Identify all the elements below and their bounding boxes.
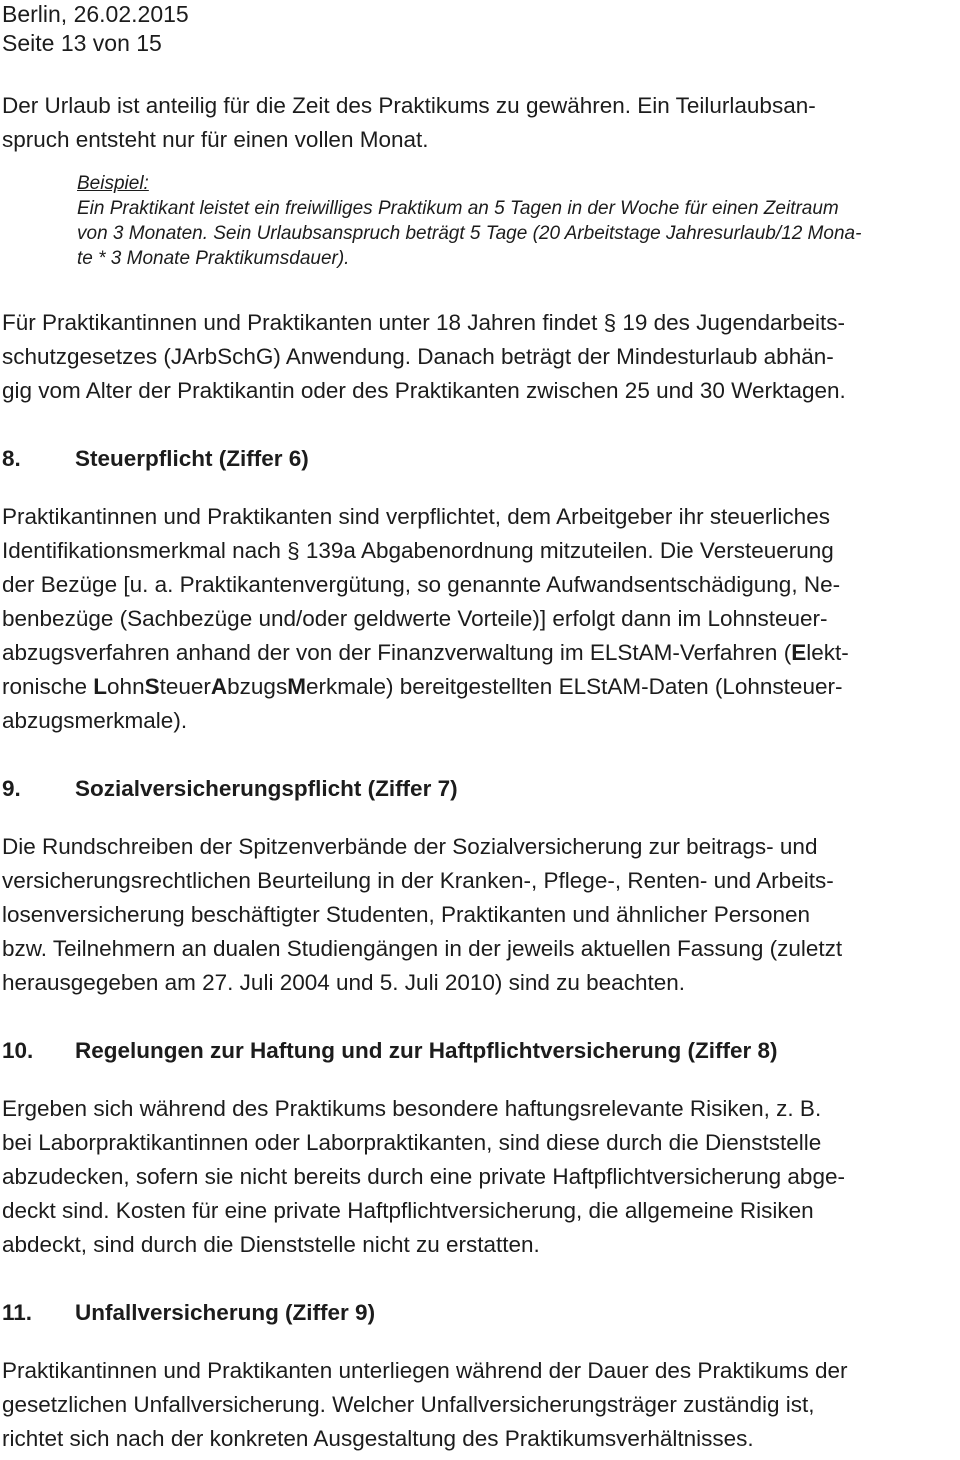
text-line: abzudecken, sofern sie nicht bereits durch eine private Haftpflichtversicherung abge- [2, 1164, 845, 1189]
text-line: Die Rundschreiben der Spitzenverbände der Sozialversicherung zur beitrags- und [2, 834, 818, 859]
text-line: Praktikantinnen und Praktikanten sind verpflichtet, dem Arbeitgeber ihr steuerliches [2, 504, 830, 529]
text-line: schutzgesetzes (JArbSchG) Anwendung. Danach beträgt der Mindesturlaub abhän- [2, 344, 834, 369]
section-11-paragraph [2, 1354, 956, 1456]
text-line-elstam: ronische LohnSteuerAbzugsMerkmale) bereitgestellten ELStAM-Daten (Lohnsteuer- [2, 674, 843, 699]
text-line: von 3 Monaten. Sein Urlaubsanspruch beträgt 5 Tage (20 Arbeitstage Jahresurlaub/12 Mona- [77, 223, 862, 244]
text-line: Ergeben sich während des Praktikums besondere haftungsrelevante Risiken, z. B. [2, 1096, 822, 1121]
section-heading-10 [2, 1034, 956, 1068]
youth-paragraph [2, 306, 956, 408]
text-line: versicherungsrechtlichen Beurteilung in der Kranken-, Pflege-, Renten- und Arbeits- [2, 868, 834, 893]
text-line: deckt sind. Kosten für eine private Haftpflichtversicherung, die allgemeine Risiken [2, 1198, 814, 1223]
text-line: losenversicherung beschäftigter Studenten, Praktikanten und ähnlicher Personen [2, 902, 811, 927]
text-line: bzw. Teilnehmern an dualen Studiengängen in der jeweils aktuellen Fassung (zuletzt [2, 936, 843, 961]
section-9-paragraph [2, 830, 956, 1000]
text-line: gesetzlichen Unfallversicherung. Welcher Unfallversicherungsträger zuständig ist, [2, 1392, 815, 1417]
section-heading-11 [2, 1296, 956, 1330]
section-10-paragraph [2, 1092, 956, 1262]
text-line: Ein Praktikant leistet ein freiwilliges Praktikum an 5 Tagen in der Woche für einen Zeitraum [77, 198, 839, 219]
section-number: 8. [2, 446, 21, 471]
header-place-date: Berlin, 26.02.2015 [2, 1, 189, 27]
example-block [2, 171, 956, 271]
text-line: herausgegeben am 27. Juli 2004 und 5. Juli 2010) sind zu beachten. [2, 970, 685, 995]
section-8-paragraph [2, 500, 956, 738]
section-title: Unfallversicherung (Ziffer 9) [75, 1300, 376, 1325]
text-line: Praktikantinnen und Praktikanten unterliegen während der Dauer des Praktikums der [2, 1358, 848, 1383]
header-page-info: Seite 13 von 15 [2, 30, 162, 56]
text-line: gig vom Alter der Praktikantin oder des Praktikanten zwischen 25 und 30 Werktagen. [2, 378, 846, 403]
text-line: te * 3 Monate Praktikumsdauer). [77, 248, 350, 269]
section-number: 9. [2, 776, 21, 801]
text-line: Identifikationsmerkmal nach § 139a Abgabenordnung mitzuteilen. Die Versteuerung [2, 538, 834, 563]
text-line: richtet sich nach der konkreten Ausgestaltung des Praktikumsverhältnisses. [2, 1426, 754, 1451]
text-line: spruch entsteht nur für einen vollen Monat. [2, 127, 429, 152]
section-title: Sozialversicherungspflicht (Ziffer 7) [75, 776, 458, 801]
section-title: Regelungen zur Haftung und zur Haftpflichtversicherung (Ziffer 8) [75, 1038, 778, 1063]
section-heading-8 [2, 442, 956, 476]
section-number: 11. [2, 1300, 33, 1325]
text-line: der Bezüge [u. a. Praktikantenvergütung, so genannte Aufwandsentschädigung, Ne- [2, 572, 841, 597]
page-header [2, 0, 956, 58]
text-line: bei Laborpraktikantinnen oder Laborpraktikanten, sind diese durch die Dienststelle [2, 1130, 822, 1155]
section-heading-9 [2, 772, 956, 806]
text-line-elstam-start: abzugsverfahren anhand der von der Finanzverwaltung im ELStAM-Verfahren (Elekt- [2, 640, 849, 665]
intro-paragraph [2, 89, 956, 157]
example-label: Beispiel: [77, 173, 149, 194]
text-line: benbezüge (Sachbezüge und/oder geldwerte Vorteile)] erfolgt dann im Lohnsteuer- [2, 606, 828, 631]
section-number: 10. [2, 1038, 34, 1063]
text-line: abdeckt, sind durch die Dienststelle nicht zu erstatten. [2, 1232, 540, 1257]
section-title: Steuerpflicht (Ziffer 6) [75, 446, 309, 471]
text-line: Für Praktikantinnen und Praktikanten unter 18 Jahren findet § 19 des Jugendarbeits- [2, 310, 846, 335]
text-line: abzugsmerkmale). [2, 708, 188, 733]
text-line: Der Urlaub ist anteilig für die Zeit des Praktikums zu gewähren. Ein Teilurlaubsan- [2, 93, 816, 118]
